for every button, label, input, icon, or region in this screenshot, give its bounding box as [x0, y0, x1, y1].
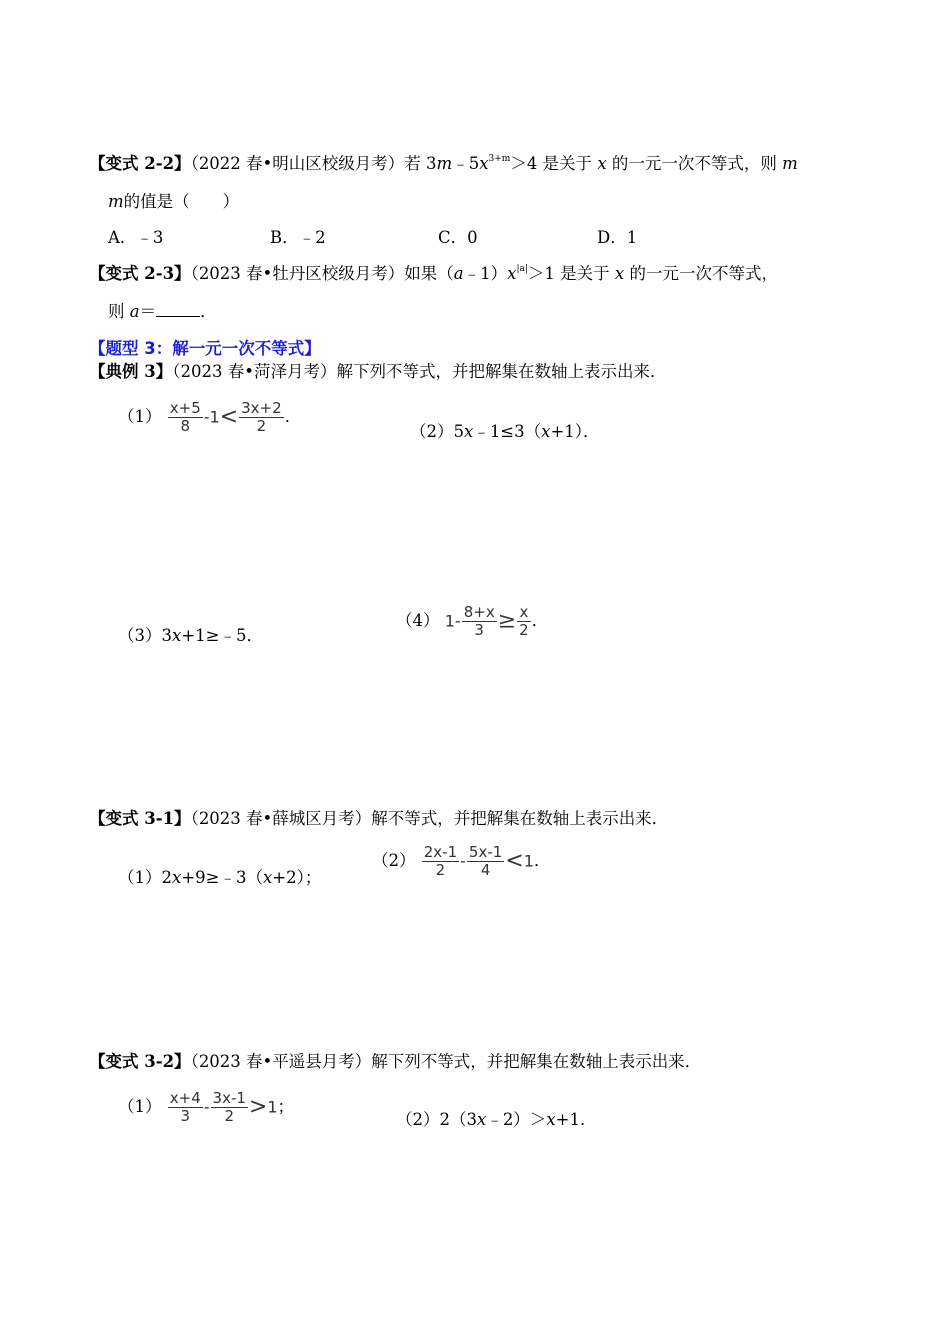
question-3-1-part-2: （2） $\frac{2x-1}{2}$ - $\frac{5x-1}{4}$ <1．	[372, 843, 551, 879]
question-tag: 【变式 2-3】	[89, 264, 191, 283]
fraction: $\frac{x+4}{3}$	[169, 1089, 201, 1125]
fraction: $\frac{3x+2}{2}$	[241, 399, 282, 435]
question-3-2-part-2: （2）2（3x﹣2）＞x+1．	[396, 1110, 597, 1129]
answer-blank	[156, 302, 200, 317]
section-heading: 【题型 3：解一元一次不等式】	[89, 339, 321, 358]
question-2-2-line2: m的值是（ ）	[108, 192, 240, 211]
fraction: $\frac{x}{2}$	[519, 603, 529, 639]
example-3-title: 【典例 3】（2023 春•菏泽月考）解下列不等式，并把解集在数轴上表示出来．	[89, 362, 667, 381]
option-a: A．﹣3	[108, 228, 164, 247]
question-tag: 【典例 3】	[89, 362, 173, 381]
question-tag: 【变式 2-2】	[89, 154, 191, 173]
question-2-2-line1: 【变式 2-2】（2022 春•明山区校级月考）若 $3m﹣5x^{3+m}>4$ 是关于 x 的一元一次不等式，则 m	[89, 154, 798, 173]
option-d: D．1	[597, 228, 638, 247]
question-tag: 【变式 3-2】	[89, 1052, 191, 1071]
question-3-2-part-1: （1） $\frac{x+4}{3}$ - $\frac{3x-1}{2}$ >1；	[118, 1089, 295, 1125]
example-3-part-1: （1） $\frac{x+5}{8}$ -1< $\frac{3x+2}{2}$ ．	[118, 399, 302, 435]
question-2-3-line2: 则 a＝ ．	[108, 302, 217, 321]
option-b: B．﹣2	[270, 228, 326, 247]
fraction: $\frac{x+5}{8}$	[169, 399, 201, 435]
example-3-part-4: （4） 1- $\frac{8+x}{3}$ ≥ $\frac{x}{2}$ ．	[396, 603, 549, 639]
question-3-1-part-1: （1）2x+9≥﹣3（x+2）；	[118, 868, 322, 887]
example-3-part-3: （3）3x+1≥﹣5．	[118, 626, 263, 645]
fraction: $\frac{3x-1}{2}$	[212, 1089, 246, 1125]
option-c: C．0	[438, 228, 478, 247]
question-2-3-line1: 【变式 2-3】（2023 春•牡丹区校级月考）如果$(a﹣1)x^{|a|}>1$ 是关于 x 的一元一次不等式，	[89, 264, 778, 283]
question-3-1-title: 【变式 3-1】（2023 春•薛城区月考）解不等式，并把解集在数轴上表示出来．	[89, 809, 669, 828]
example-3-part-2: （2）5x﹣1≤3（x+1）．	[410, 422, 600, 441]
question-3-2-title: 【变式 3-2】（2023 春•平遥县月考）解下列不等式，并把解集在数轴上表示出来．	[89, 1052, 702, 1071]
question-tag: 【变式 3-1】	[89, 809, 191, 828]
fraction: $\frac{5x-1}{4}$	[468, 843, 503, 879]
fraction: $\frac{2x-1}{2}$	[423, 843, 458, 879]
fraction: $\frac{8+x}{3}$	[463, 603, 495, 639]
